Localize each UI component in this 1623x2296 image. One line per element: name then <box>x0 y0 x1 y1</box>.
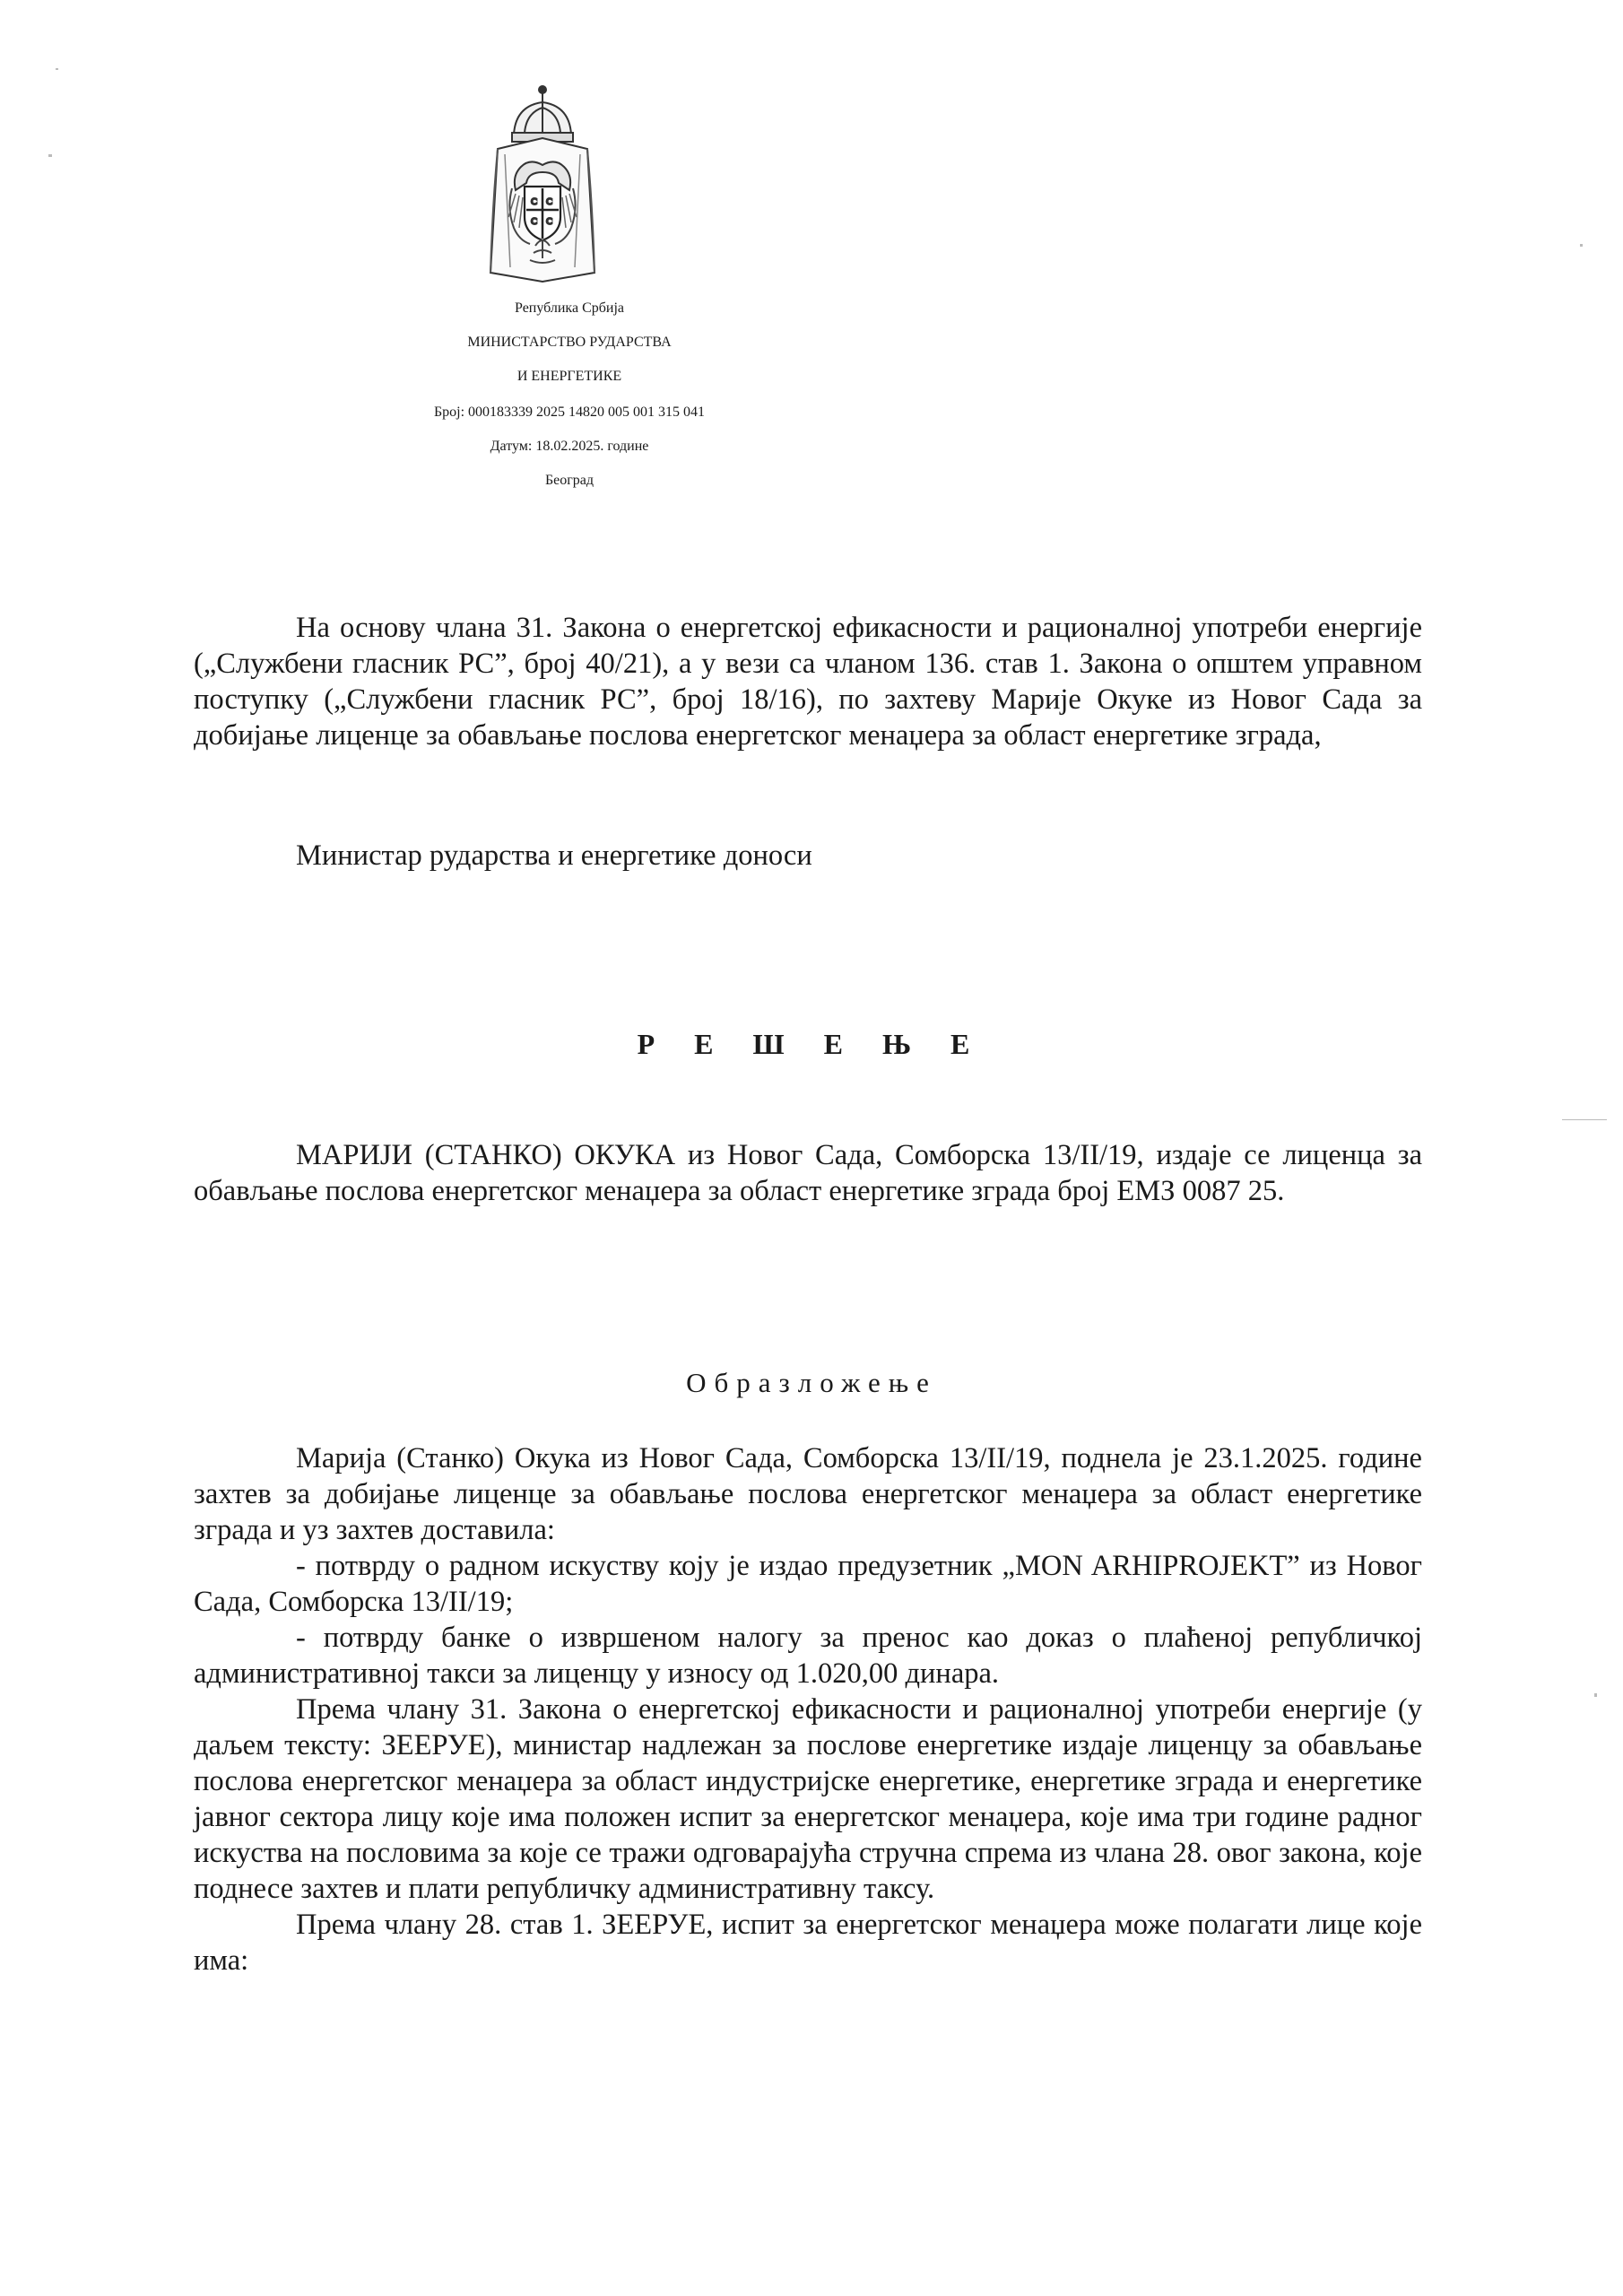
reasoning-item-1: - потврду о радном искуству коју је издао предузетник „MON ARHIPROJEKT” из Новог Сада, Сомборска 13/II/19; <box>194 1550 1422 1618</box>
ministry-name-line1: МИНИСТАРСТВО РУДАРСТВА <box>467 335 672 350</box>
scan-speck <box>56 68 58 70</box>
document-number: Број: 000183339 2025 14820 005 001 315 041 <box>433 404 706 420</box>
reasoning-body <box>194 1440 1422 1979</box>
minister-line: Министар рударства и енергетике доноси <box>296 839 812 872</box>
scan-speck <box>1580 244 1583 247</box>
scan-speck <box>1562 1119 1607 1120</box>
republic-name: Република Србија <box>515 300 624 316</box>
scan-speck <box>1594 1693 1597 1697</box>
svg-text:С: С <box>546 197 552 207</box>
preamble-paragraph <box>194 610 1422 753</box>
reasoning-paragraph-2: Према члану 31. Закона о енергетској ефикасности и рационалној употреби енергије (у даљем тексту: ЗЕЕРУЕ), министар надлежан за послове енергетике издаје лиценцу за обављање послова енергетског менаџера за област индустријске енергетике, енергетике зграда и енергетике јавног сектора лицу које има положен испит за енергетског менаџера, које има три године радног искуства на пословима за које се тражи одговарајућа стручна спрема из члана 28. овог закона, које поднесе захтев и плати републичку административну таксу. <box>194 1693 1422 1905</box>
svg-text:С: С <box>531 197 537 207</box>
ministry-name-line2: И ЕНЕРГЕТИКЕ <box>516 369 622 384</box>
document-city: Београд <box>544 473 595 488</box>
reasoning-title: Образложење <box>686 1367 937 1398</box>
reasoning-paragraph-1: Марија (Станко) Окука из Новог Сада, Сомборска 13/II/19, поднела је 23.1.2025. године захтев за добијање лиценце за обављање послова енергетског менаџера за област енергетике зграда и уз захтев доставила: <box>194 1442 1422 1546</box>
document-date: Датум: 18.02.2025. године <box>490 439 649 454</box>
preamble-text: На основу члана 31. Закона о енергетској ефикасности и рационалној употреби енергије („Службени гласник РС”, број 40/21), а у вези са чланом 136. став 1. Закона о општем управном поступку („Службени гласник РС”, број 18/16), по захтеву Марије Окуке из Новог Сада за добијање лиценце за обављање послова енергетског менаџера за област енергетике зграда, <box>194 612 1422 752</box>
decision-paragraph <box>194 1137 1422 1209</box>
coat-of-arms-icon <box>480 83 605 285</box>
minister-line-block <box>194 838 1422 874</box>
decision-title: Р Е Ш Е Њ Е <box>637 1028 986 1060</box>
svg-text:С: С <box>531 217 537 227</box>
scan-speck <box>48 154 52 157</box>
svg-text:С: С <box>546 217 552 227</box>
reasoning-item-2: - потврду банке о извршеном налогу за пренос као доказ о плаћеној републичкој административној такси за лиценцу у износу од 1.020,00 динара. <box>194 1622 1422 1690</box>
reasoning-paragraph-3: Према члану 28. став 1. ЗЕЕРУЕ, испит за енергетског менаџера може полагати лице које има: <box>194 1909 1422 1977</box>
decision-text: МАРИЈИ (СТАНКО) ОКУКА из Новог Сада, Сомборска 13/II/19, издаје се лиценца за обављање послова енергетског менаџера за област енергетике зграда број ЕМЗ 0087 25. <box>194 1139 1422 1207</box>
